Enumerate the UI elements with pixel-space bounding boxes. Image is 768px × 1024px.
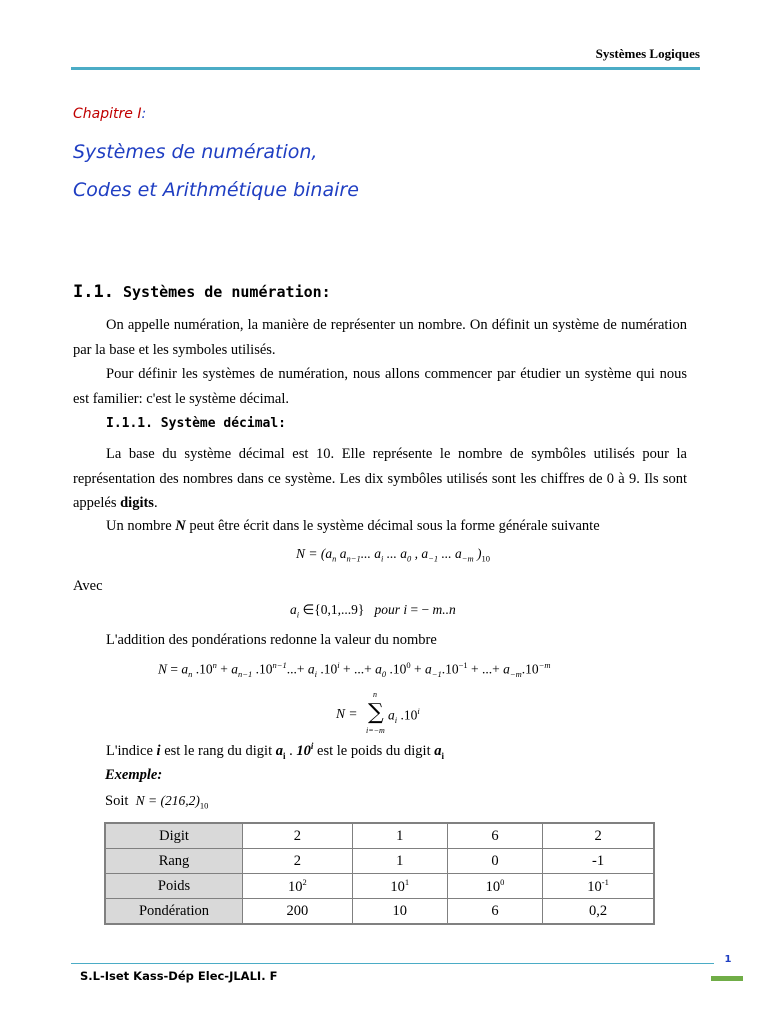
- row-header-rang: Rang: [105, 849, 243, 874]
- table-cell: 1: [352, 849, 447, 874]
- digit-set-formula: $a_i$ ∈{0,1,...9} pour i = − m..n: [290, 602, 456, 620]
- table-cell: $10^2$: [243, 874, 353, 899]
- addition-sentence: L'addition des pondérations redonne la valeur du nombre: [106, 632, 437, 648]
- row-header-digit: Digit: [105, 823, 243, 849]
- table-cell: 2: [543, 823, 654, 849]
- chapter-title-line2: Codes et Arithmétique binaire: [73, 179, 359, 201]
- page-number-bar: [711, 976, 743, 981]
- sum-formula: N = ∑ n i=−m $a_i$ .10$^i$: [336, 690, 420, 735]
- table-row: [105, 874, 654, 899]
- header-divider: [71, 67, 700, 70]
- avec-label: Avec: [73, 578, 103, 594]
- table-cell: $10^0$: [447, 874, 542, 899]
- running-header: Systèmes Logiques: [595, 46, 700, 61]
- section-paragraph-1: On appelle numération, la manière de représenter un nombre. On définit un système de numération par la base et les symboles utilisés.: [73, 317, 687, 358]
- table-row: [105, 899, 654, 925]
- section-paragraph-2: Pour définir les systèmes de numération, nous allons commencer par étudier un système qui nous est familier: c'est le système décimal.: [73, 366, 687, 407]
- footer-text: S.L-Iset Kass-Dép Elec-JLALI. F: [80, 969, 278, 983]
- table-cell: 10: [352, 899, 447, 925]
- chapter-title-line1: Systèmes de numération,: [73, 141, 318, 163]
- table-cell: 2: [243, 849, 353, 874]
- table-cell: 0,2: [543, 899, 654, 925]
- page-number: 1: [724, 954, 732, 965]
- general-form-sentence: Un nombre N peut être écrit dans le système décimal sous la forme générale suivante: [106, 518, 600, 534]
- digit-weight-table: [104, 822, 655, 925]
- table-row: [105, 823, 654, 849]
- table-cell: $10^{-1}$: [543, 874, 654, 899]
- table-row: [105, 849, 654, 874]
- chapter-label: Chapitre I:: [73, 106, 147, 122]
- table-cell: 6: [447, 899, 542, 925]
- example-number: Soit $N = (216,2)_{10}$: [105, 793, 209, 811]
- row-header-ponderation: Pondération: [105, 899, 243, 925]
- example-label: Exemple:: [105, 767, 163, 783]
- subsection-paragraph-1: La base du système décimal est 10. Elle représente le nombre de symbôles utilisés pour la représentation des nombres dans ce système. Les dix symbôles utilisés sont les chiffres de 0 à 9. Ils sont appelés digits.: [73, 446, 687, 511]
- expansion-formula: $N = a_n$ $.10^n + a_{n-1}$ $.10^{n-1}...+ a_i$ .10$^i$ + ...+ $a_0$ $.10^0 + a_{-1}.10^{-1}$ + ...+ $a_{-m}.10^{-m}$: [158, 660, 551, 680]
- row-header-poids: Poids: [105, 874, 243, 899]
- table-cell: 200: [243, 899, 353, 925]
- table-cell: 6: [447, 823, 542, 849]
- table-cell: 1: [352, 823, 447, 849]
- footer-divider: [71, 963, 714, 964]
- general-form-formula: $N = (a_n$ $a_{n-1}$... $a_i$ ... $a_0$ , $a_{-1}$ ... $a_{-m}$ )$_{10}$: [296, 546, 490, 564]
- subsection-heading: I.1.1. Système décimal:: [106, 416, 287, 431]
- index-sentence: L'indice i est le rang du digit $a_i$ . 10$^i$ est le poids du digit $a_i$: [106, 741, 444, 761]
- section-heading: I.1. Systèmes de numération:: [73, 282, 331, 302]
- table-cell: -1: [543, 849, 654, 874]
- table-cell: 0: [447, 849, 542, 874]
- table-cell: 2: [243, 823, 353, 849]
- table-cell: $10^1$: [352, 874, 447, 899]
